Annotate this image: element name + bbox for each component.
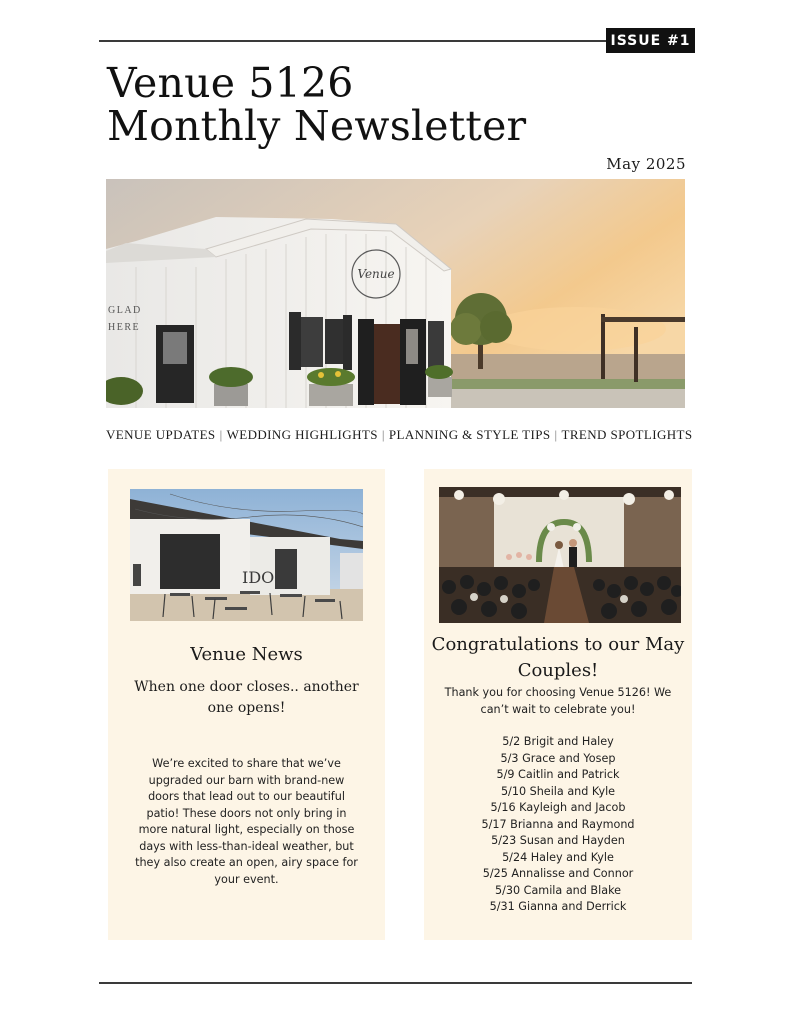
list-item: 5/3 Grace and Yosep [500,751,616,765]
issue-badge: ISSUE #1 [606,28,695,53]
section-nav [106,427,693,443]
patio-photo [130,489,363,621]
list-item: 5/16 Kayleigh and Jacob [490,801,626,814]
list-item: 5/24 Haley and Kyle [502,850,614,864]
ceremony-photo [439,487,681,623]
bottom-rule [99,982,692,984]
list-item: 5/31 Gianna and Derrick [489,900,627,913]
congrats-card [424,469,692,940]
title-line-2: Monthly Newsletter [107,102,527,150]
congrats-heading: Congratulations to our May Couples! [431,634,685,681]
venue-news-subtitle: When one door closes.. another one opens! [134,679,359,716]
list-item: 5/23 Susan and Hayden [491,834,625,847]
couples-list [434,734,682,916]
section-trend-spotlights: TREND SPOTLIGHTS [561,427,693,442]
newsletter-title [107,59,527,150]
list-item: 5/10 Sheila and Kyle [500,784,616,798]
svg-text:Venue: Venue [357,267,395,281]
list-item: 5/30 Camila and Blake [494,883,622,897]
section-divider: | [381,427,385,442]
svg-text:IDO: IDO [242,568,275,587]
svg-text:HERE: HERE [108,322,141,333]
list-item: 5/25 Annalisse and Connor [482,867,634,880]
list-item: 5/9 Caitlin and Patrick [496,768,620,781]
section-wedding-highlights: WEDDING HIGHLIGHTS [226,427,378,442]
venue-news-body: We’re excited to share that we’ve upgraded our barn with brand-new doors that lead out to our beautiful patio! These doors not only bring in more natural light, especially on those days with less-than-ideal weather, but they also create an open, airy space for your event. [135,757,358,886]
section-divider: | [219,427,223,442]
section-planning-style: PLANNING & STYLE TIPS [388,427,551,442]
list-item: 5/2 Brigit and Haley [502,735,614,748]
top-rule [99,40,609,42]
venue-news-card [108,469,385,940]
title-line-1: Venue 5126 [107,59,354,107]
issue-date: May 2025 [606,155,686,173]
venue-news-heading: Venue News [190,644,303,665]
hero-barn-photo [106,179,685,408]
svg-text:GLAD: GLAD [108,305,142,316]
section-divider: | [554,427,558,442]
congrats-thanks: Thank you for choosing Venue 5126! We can’t wait to celebrate you! [444,686,672,716]
section-venue-updates: VENUE UPDATES [106,427,216,442]
list-item: 5/17 Brianna and Raymond [481,817,635,831]
